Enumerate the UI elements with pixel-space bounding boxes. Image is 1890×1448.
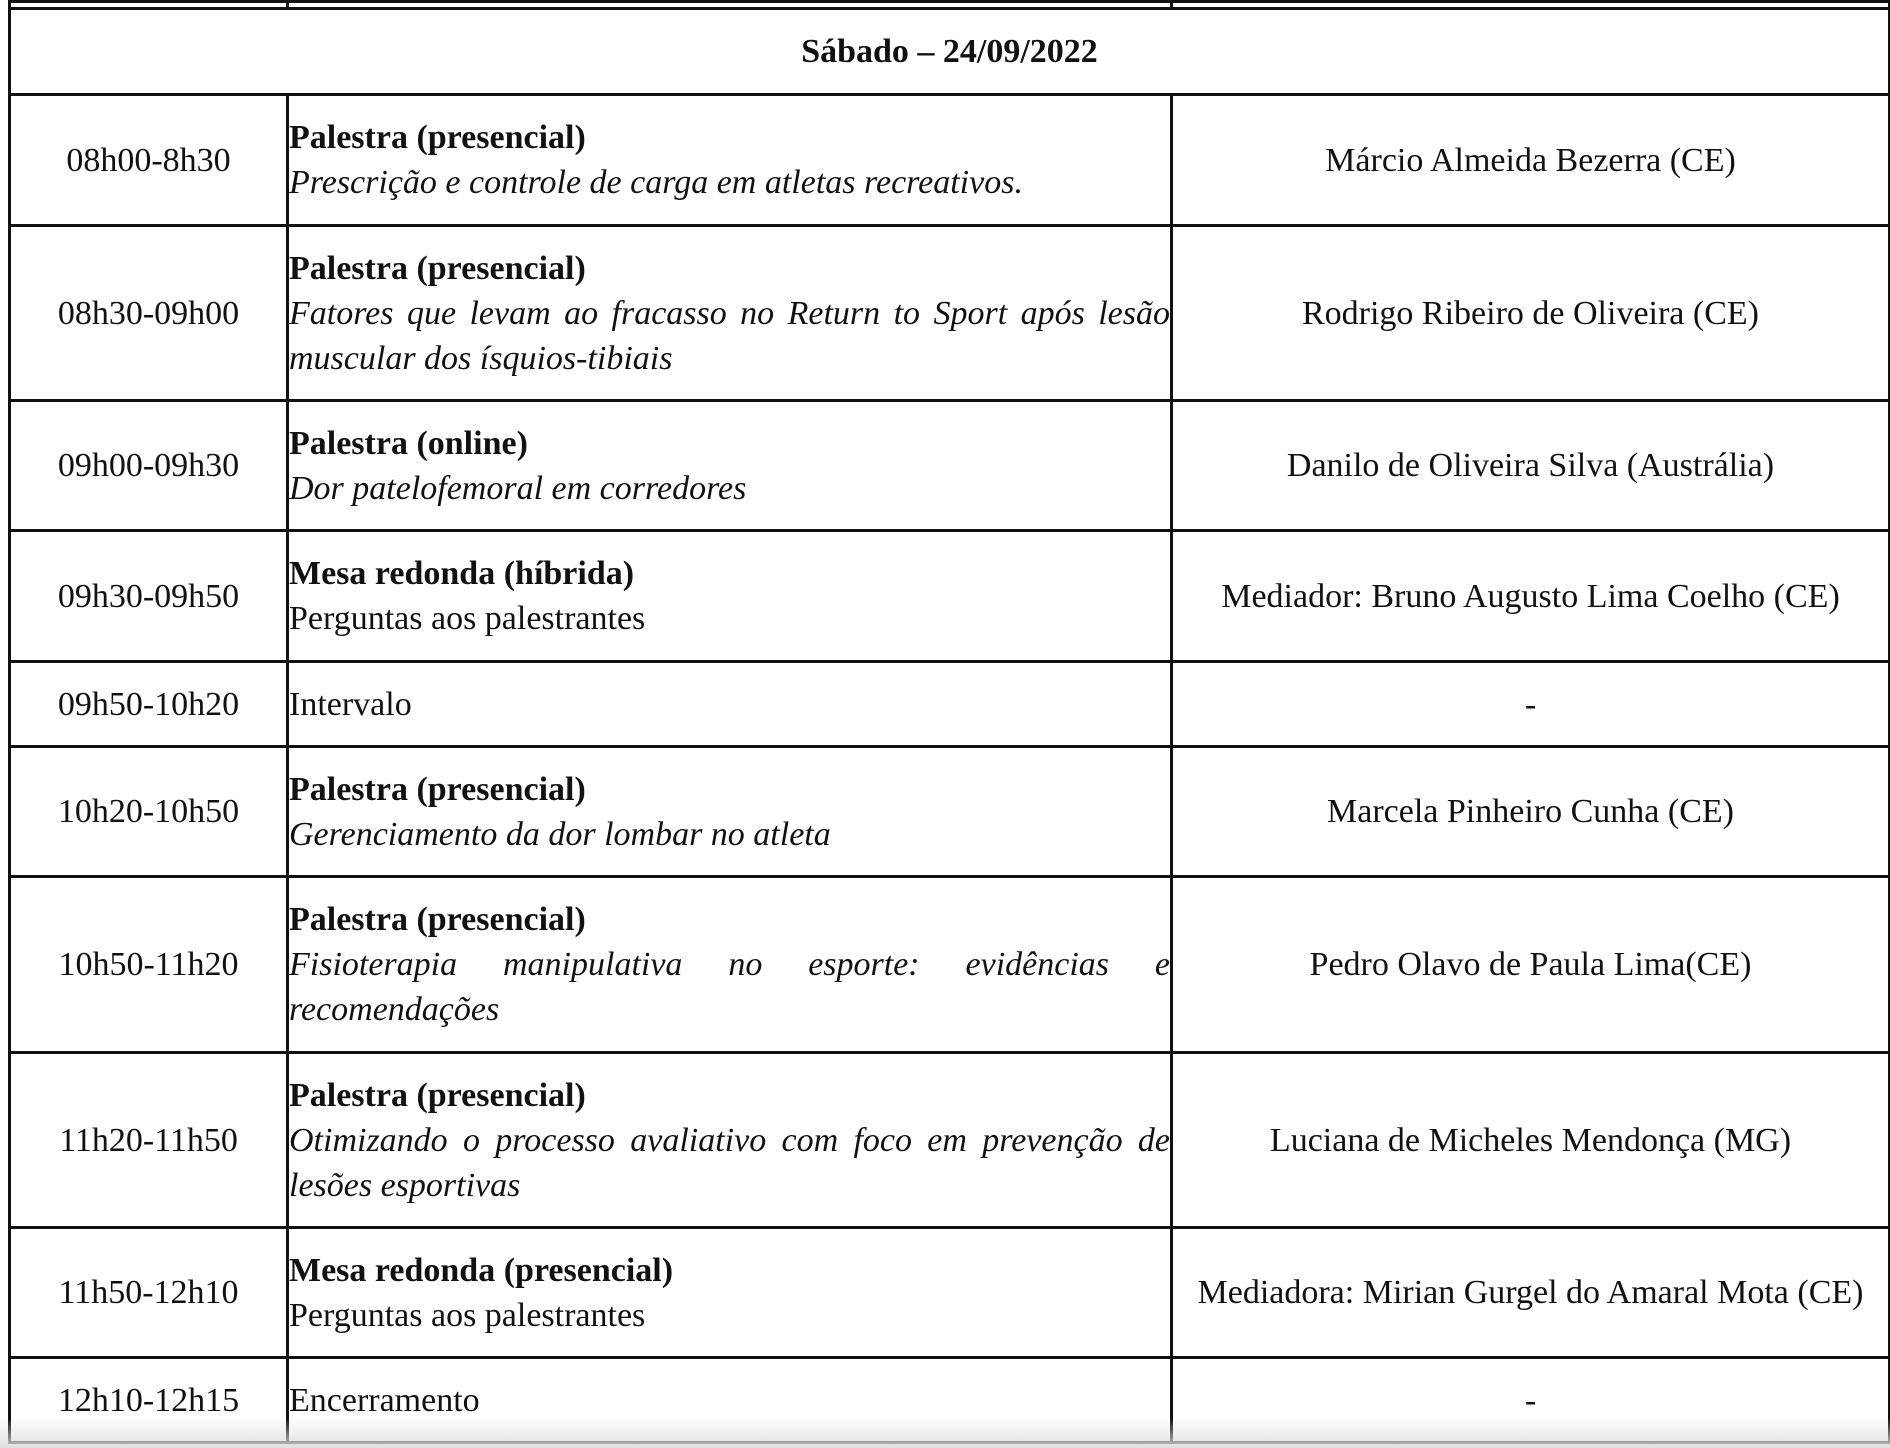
- session-type: Palestra (presencial): [289, 901, 586, 938]
- speaker-cell: Danilo de Oliveira Silva (Austrália): [1172, 401, 1890, 531]
- time-cell: 09h00-09h30: [10, 401, 288, 531]
- table-row: [10, 662, 1890, 747]
- time-cell: 11h50-12h10: [10, 1228, 288, 1358]
- table-row: [10, 401, 1890, 531]
- session-topic: Fatores que levam ao fracasso no Return to Sport após lesão muscular dos ísquios-tibiais: [289, 294, 1170, 377]
- session-topic: Prescrição e controle de carga em atletas recreativos.: [289, 164, 1023, 201]
- top-stub-row: [10, 2, 1890, 9]
- session-topic: Gerenciamento da dor lombar no atleta: [289, 815, 831, 853]
- time-cell: 10h20-10h50: [10, 747, 288, 877]
- time-cell: 08h00-8h30: [10, 95, 288, 226]
- session-topic: Otimizando o processo avaliativo com foco em prevenção de lesões esportivas: [289, 1121, 1170, 1204]
- speaker-cell: Mediadora: Mirian Gurgel do Amaral Mota (CE): [1172, 1228, 1890, 1358]
- page-bottom-shadow: [0, 1418, 1890, 1448]
- table-row: [10, 95, 1890, 226]
- table-row: [10, 226, 1890, 401]
- time-cell: 11h20-11h50: [10, 1053, 288, 1228]
- description-cell: [288, 226, 1172, 401]
- speaker-cell: Rodrigo Ribeiro de Oliveira (CE): [1172, 226, 1890, 401]
- speaker-cell: -: [1172, 1358, 1890, 1443]
- description-cell: [288, 747, 1172, 877]
- table-row: [10, 1053, 1890, 1228]
- session-type: Palestra (presencial): [289, 119, 586, 156]
- description-cell: [288, 1228, 1172, 1358]
- speaker-cell: Mediador: Bruno Augusto Lima Coelho (CE): [1172, 531, 1890, 662]
- time-cell: 09h50-10h20: [10, 662, 288, 747]
- speaker-cell: -: [1172, 662, 1890, 747]
- table-row: [10, 1228, 1890, 1358]
- session-topic: Dor patelofemoral em corredores: [289, 469, 747, 507]
- session-note: Intervalo: [289, 685, 412, 723]
- session-note: Encerramento: [289, 1381, 480, 1419]
- description-cell: [288, 662, 1172, 747]
- description-cell: [288, 1053, 1172, 1228]
- stub-cell: [288, 2, 1172, 9]
- session-type: Palestra (presencial): [289, 770, 586, 808]
- session-note: Perguntas aos palestrantes: [289, 600, 646, 637]
- schedule-table: [8, 0, 1890, 1444]
- session-topic: Fisioterapia manipulativa no esporte: evidências e recomendações: [289, 946, 1170, 1028]
- time-cell: 12h10-12h15: [10, 1358, 288, 1443]
- day-title: Sábado – 24/09/2022: [10, 9, 1890, 95]
- time-cell: 09h30-09h50: [10, 531, 288, 662]
- description-cell: [288, 531, 1172, 662]
- session-note: Perguntas aos palestrantes: [289, 1296, 646, 1334]
- session-type: Mesa redonda (presencial): [289, 1251, 674, 1289]
- table-row: [10, 747, 1890, 877]
- speaker-cell: Marcela Pinheiro Cunha (CE): [1172, 747, 1890, 877]
- speaker-cell: Luciana de Micheles Mendonça (MG): [1172, 1053, 1890, 1228]
- time-cell: 10h50-11h20: [10, 877, 288, 1053]
- speaker-cell: Pedro Olavo de Paula Lima(CE): [1172, 877, 1890, 1053]
- table-row: [10, 877, 1890, 1053]
- speaker-cell: Márcio Almeida Bezerra (CE): [1172, 95, 1890, 226]
- table-row: [10, 531, 1890, 662]
- session-type: Mesa redonda (híbrida): [289, 555, 635, 592]
- day-header-row: [10, 9, 1890, 95]
- description-cell: [288, 401, 1172, 531]
- session-type: Palestra (presencial): [289, 249, 586, 287]
- time-cell: 08h30-09h00: [10, 226, 288, 401]
- stub-cell: [10, 2, 288, 9]
- description-cell: [288, 95, 1172, 226]
- session-type: Palestra (online): [289, 424, 528, 462]
- description-cell: [288, 877, 1172, 1053]
- stub-cell: [1172, 2, 1890, 9]
- session-type: Palestra (presencial): [289, 1076, 586, 1114]
